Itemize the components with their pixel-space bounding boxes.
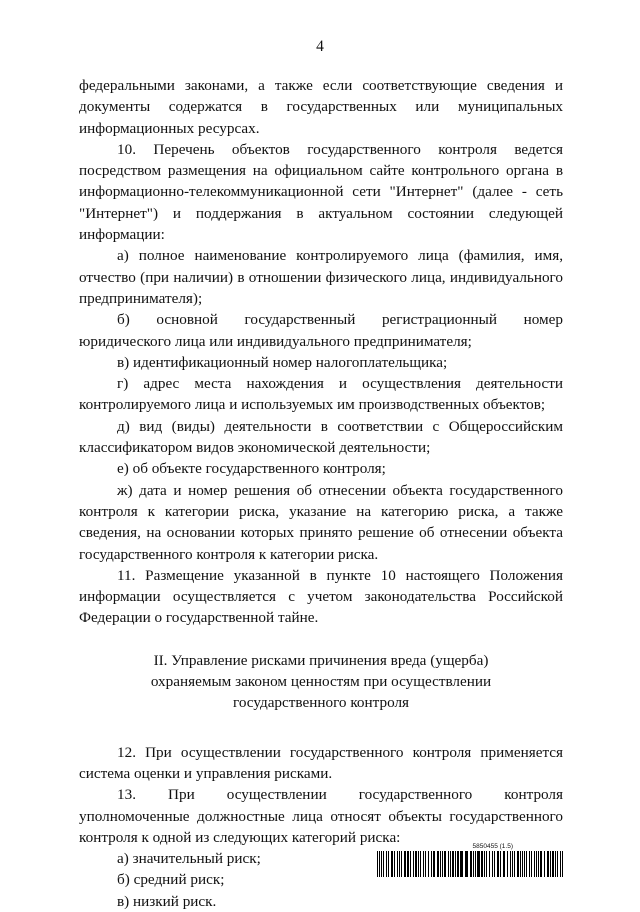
list-item-e: е) об объекте государственного контроля;	[117, 460, 386, 478]
paragraph-11: 11. Размещение указанной в пункте 10 настоящего Положения информации осуществляется с учетом законодательства Российской Федерации о государственной тайне.	[79, 566, 563, 627]
list-item-a: а) полное наименование контролируемого лица (фамилия, имя, отчество (при наличии) в отношении физического лица, индивидуального предпринимателя);	[79, 247, 563, 307]
paragraph-12: 12. При осуществлении государственного контроля применяется система оценки и управления рисками.	[79, 743, 563, 782]
section-heading-line3: государственного контроля	[232, 694, 410, 712]
list-item-g: г) адрес места нахождения и осуществления деятельности контролируемого лица и используемых им производственных объектов;	[79, 375, 563, 414]
document-body	[79, 75, 563, 912]
barcode-number: 5850455 (1.5)	[472, 843, 513, 850]
paragraph-10: 10. Перечень объектов государственного контроля ведется посредством размещения на официальном сайте контрольного органа в информационно-телекоммуникационной сети "Интернет" (далее - сеть "Интернет") и поддержания в актуальном состоянии следующей информации:	[79, 140, 563, 244]
risk-category-v: в) низкий риск.	[117, 892, 217, 910]
barcode-icon	[377, 851, 563, 877]
section-heading-line2: охраняемым законом ценностям при осуществлении	[150, 673, 492, 691]
risk-category-b: б) средний риск;	[117, 871, 225, 889]
list-item-zh: ж) дата и номер решения об отнесении объекта государственного контроля к категории риска, указание на категорию риска, а также сведения, на основании которых принято решение об отнесении объекта государственного контроля к категории риска.	[79, 481, 563, 563]
footer-barcode-block	[377, 843, 563, 877]
risk-category-a: а) значительный риск;	[117, 850, 261, 868]
paragraph-13: 13. При осуществлении государственного контроля уполномоченные должностные лица относят объекты государственного контроля к одной из следующих категорий риска:	[79, 786, 563, 846]
paragraph-continuation: федеральными законами, а также если соответствующие сведения и документы содержатся в государственных или муниципальных информационных ресурсах.	[79, 77, 563, 137]
list-item-v: в) идентификационный номер налогоплательщика;	[117, 353, 448, 371]
list-item-d: д) вид (виды) деятельности в соответствии с Общероссийским классификатором видов экономической деятельности;	[79, 417, 563, 457]
section-heading-line1: II. Управление рисками причинения вреда (ущерба)	[153, 651, 489, 669]
page-number: 4	[316, 38, 324, 55]
list-item-b: б) основной государственный регистрационный номер юридического лица или индивидуального предпринимателя;	[79, 311, 563, 350]
section-heading	[79, 650, 563, 714]
